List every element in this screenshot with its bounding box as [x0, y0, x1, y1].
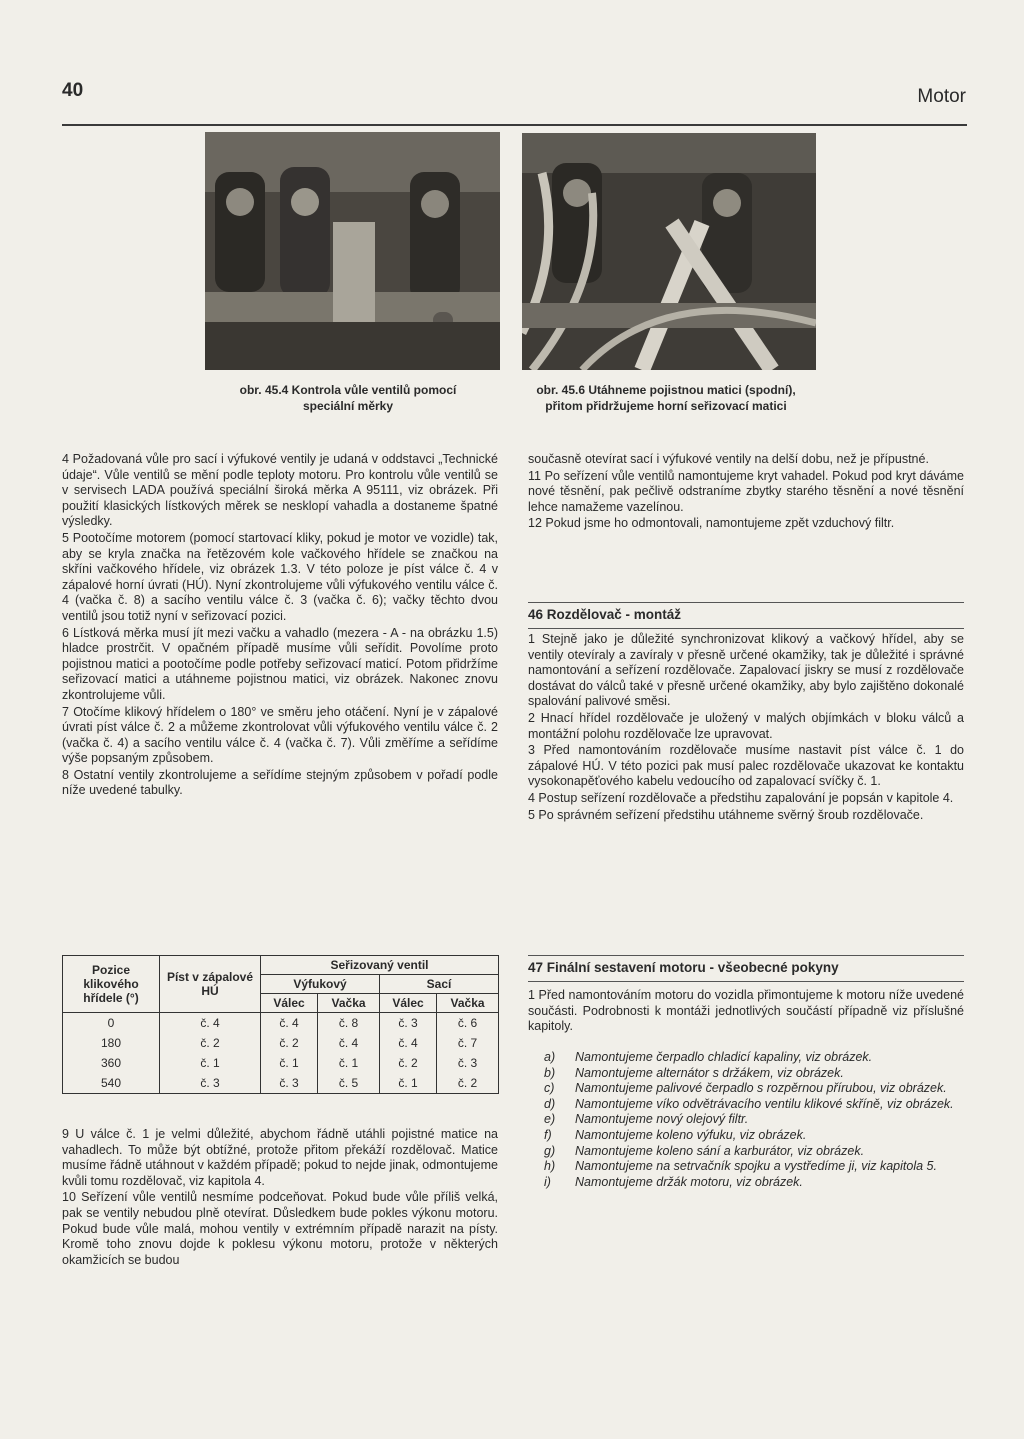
list-item-label: d) — [544, 1096, 556, 1111]
section-heading — [528, 955, 964, 978]
table-cell: č. 2 — [160, 1033, 261, 1053]
section-46-text — [528, 632, 964, 824]
paragraph: 5 Po správném seřízení předstihu utáhneme svěrný šroub rozdělovače. — [528, 807, 924, 822]
list-item — [544, 1050, 964, 1066]
table-header-cylinder: Válec — [379, 994, 436, 1013]
paragraph: 8 Ostatní ventily zkontrolujeme a seřídíme stejným způsobem v pořadí podle níže uvedené tabulky. — [62, 767, 498, 798]
paragraph: 1 Před namontováním motoru do vozidla přimontujeme k motoru níže uvedené součásti. Podrobnosti k montáži jednotlivých součástí případně viz příslušné kapitoly. — [528, 988, 964, 1034]
list-item-text: Namontujeme na setrvačník spojku a vystředíme ji, viz kapitola 5. — [575, 1159, 937, 1174]
list-item-text: Namontujeme držák motoru, viz obrázek. — [575, 1174, 803, 1189]
list-item-text: Namontujeme koleno sání a karburátor, viz obrázek. — [575, 1143, 865, 1158]
section-rule — [528, 981, 964, 982]
table-cell: 0 — [63, 1013, 160, 1034]
table-cell: č. 6 — [437, 1013, 499, 1034]
table-row — [63, 1053, 499, 1073]
list-item-label: h) — [544, 1159, 556, 1174]
table-header-cylinder: Válec — [261, 994, 318, 1013]
table-header-exhaust: Výfukový — [261, 975, 380, 994]
table-cell: č. 4 — [318, 1033, 380, 1053]
list-item — [544, 1159, 964, 1175]
paragraph: 6 Lístková měrka musí jít mezi vačku a vahadlo (mezera - A - na obrázku 1.5) hladce prostrčit. V opačném případě musíme vůli seřídit. Povolíme proto pojistnou matici a pootočíme podle potřeby seřizovací maticí. Potom přidržíme seřizovací matici a utáhneme pojistnou matici, viz obrázek. Nakonec znovu zkontrolujeme vůli. — [62, 625, 498, 702]
figure-caption: obr. 45.4 Kontrola vůle ventilů pomocí speciální měrky — [239, 383, 457, 413]
section-title: 47 Finální sestavení motoru - všeobecné pokyny — [528, 960, 839, 975]
left-column-text — [62, 452, 498, 800]
list-item — [544, 1144, 964, 1160]
list-item — [544, 1112, 964, 1128]
table-cell: č. 1 — [318, 1053, 380, 1073]
table-cell: č. 3 — [261, 1073, 318, 1094]
right-column-text — [528, 452, 964, 533]
table-cell: č. 4 — [160, 1013, 261, 1034]
paragraph: 2 Hnací hřídel rozdělovače je uložený v malých objímkách v bloku válců a montážní polohu rozdělovače lze upravovat. — [528, 710, 964, 741]
table-cell: č. 1 — [160, 1053, 261, 1073]
paragraph: 3 Před namontováním rozdělovače musíme nastavit píst válce č. 1 do zápalové HÚ. V této pozici pak musí palec rozdělovače ukazovat ke kontaktu vysokonapěťového kabelu vedoucího od zapalovací svíčky č. 1. — [528, 743, 964, 789]
table-header-cam: Vačka — [318, 994, 380, 1013]
list-item-label: e) — [544, 1112, 556, 1127]
list-item-label: a) — [544, 1050, 556, 1064]
paragraph: 11 Po seřízení vůle ventilů namontujeme kryt vahadel. Pokud pod kryt dáváme nové těsnění, pak pečlivě odstraníme zbytky starého těsnění a nové těsnění lehce namažeme vazelínou. — [528, 468, 964, 514]
paragraph: 4 Požadovaná vůle pro sací i výfukové ventily je udaná v oddstavci „Technické údaje“. Vůle ventilů se mění podle teploty motoru. Pro kontrolu vůle ventilů se v servisech LADA používá speciální široká měrka A 95111, viz obrázek. Při použití klasických lístkových měrek se nesklopí vahadla a dostaneme špatné výsledky. — [62, 452, 498, 529]
paragraph: 12 Pokud jsme ho odmontovali, namontujeme zpět vzduchový filtr. — [528, 516, 895, 531]
table-row — [63, 1033, 499, 1053]
paragraph: současně otevírat sací i výfukové ventily na delší dobu, než je přípustné. — [528, 452, 929, 466]
section-heading — [528, 602, 964, 625]
paragraph: 4 Postup seřízení rozdělovače a předstihu zapalování je popsán v kapitole 4. — [528, 790, 954, 805]
table-cell: č. 7 — [437, 1033, 499, 1053]
figure-photo-wrench — [522, 133, 816, 370]
left-column-text-continued — [62, 1127, 498, 1269]
header-rule — [62, 124, 967, 126]
table-header-adjusted-valve: Seřizovaný ventil — [261, 956, 499, 975]
list-item — [544, 1128, 964, 1144]
list-item-label: b) — [544, 1065, 556, 1080]
list-item-label: f) — [544, 1127, 552, 1142]
table-cell: 360 — [63, 1053, 160, 1073]
table-cell: č. 3 — [160, 1073, 261, 1094]
table-cell: č. 1 — [379, 1073, 436, 1094]
table-cell: č. 2 — [437, 1073, 499, 1094]
list-item — [544, 1175, 964, 1191]
paragraph: 7 Otočíme klikový hřídelem o 180° ve směru jeho otáčení. Nyní je v zápalové úvrati píst válce č. 2 a můžeme zkontrolovat vůli výfukového ventilu válce č. 2 (vačka č. 4) a sacího ventilu válce č. 4 (vačka č. 7). Vůli změříme a seřídíme výše popsaným způsobem. — [62, 704, 498, 766]
section-47-intro — [528, 988, 964, 1036]
table-cell: 540 — [63, 1073, 160, 1094]
table-cell: č. 2 — [379, 1053, 436, 1073]
table-cell: 180 — [63, 1033, 160, 1053]
paragraph: 9 U válce č. 1 je velmi důležité, abychom řádně utáhli pojistné matice na vahadlech. To může být obtížné, protože přitom překáží rozdělovač. Matice musíme řádně utáhnout v každém případě; pokud to nejde jinak, odmontujeme kvůli tomu rozdělovač, viz kapitola 4. — [62, 1127, 498, 1188]
figure-photo-feeler-gauge — [205, 132, 500, 370]
list-item-text: Namontujeme palivové čerpadlo s rozpěrnou přírubou, viz obrázek. — [575, 1081, 947, 1096]
list-item — [544, 1081, 964, 1097]
list-item-label: i) — [544, 1174, 551, 1189]
table-cell: č. 8 — [318, 1013, 380, 1034]
figure-caption: obr. 45.6 Utáhneme pojistnou matici (spodní), přitom přidržujeme horní seřizovací matici — [536, 383, 796, 413]
list-item-label: g) — [544, 1143, 556, 1158]
list-item-label: c) — [544, 1081, 555, 1096]
table-cell: č. 5 — [318, 1073, 380, 1094]
list-item — [544, 1097, 964, 1113]
table-header-cam: Vačka — [437, 994, 499, 1013]
table-cell: č. 3 — [379, 1013, 436, 1034]
list-item-text: Namontujeme koleno výfuku, viz obrázek. — [575, 1127, 807, 1142]
assembly-steps-list — [544, 1050, 964, 1190]
section-rule — [528, 955, 964, 956]
table-header-intake: Sací — [379, 975, 498, 994]
valve-adjustment-table — [62, 955, 499, 1094]
table-row — [63, 1073, 499, 1094]
paragraph: 10 Seřízení vůle ventilů nesmíme podceňovat. Pokud bude vůle příliš velká, pak se ventily nebudou plně otevírat. Důsledkem bude pokles výkonu motoru. Pokud bude vůle malá, mohou ventily v extrémním případě narazit na písty. Kromě toho znovu dojde k poklesu výkonu motoru, protože v některých okamžicích se budou — [62, 1190, 498, 1267]
list-item-text: Namontujeme víko odvětrávacího ventilu klikové skříně, viz obrázek. — [575, 1096, 954, 1111]
table-cell: č. 2 — [261, 1033, 318, 1053]
section-rule — [528, 628, 964, 629]
paragraph: 1 Stejně jako je důležité synchronizovat klikový a vačkový hřídel, aby se ventily otevíraly a zavíraly v přesně určené okamžiky, tak je důležité i správné namontování a seřízení rozdělovače. Zapalovací jiskry se musí z rozdělovače dostávat do válců také v přesně určené okamžiky, aby bylo zajištěno dokonalé spalování palivové směsi. — [528, 632, 964, 709]
list-item-text: Namontujeme alternátor s držákem, viz obrázek. — [575, 1065, 844, 1080]
table-cell: č. 1 — [261, 1053, 318, 1073]
section-rule — [528, 602, 964, 603]
list-item-text: Namontujeme čerpadlo chladicí kapaliny, viz obrázek. — [575, 1050, 873, 1064]
section-title: 46 Rozdělovač - montáž — [528, 607, 682, 622]
table-header-position: Pozice klikového hřídele (°) — [63, 956, 160, 1013]
list-item — [544, 1066, 964, 1082]
table-cell: č. 4 — [379, 1033, 436, 1053]
list-item-text: Namontujeme nový olejový filtr. — [575, 1112, 749, 1127]
table-cell: č. 3 — [437, 1053, 499, 1073]
table-header-piston: Píst v zápalové HÚ — [160, 956, 261, 1013]
table-cell: č. 4 — [261, 1013, 318, 1034]
page-number: 40 — [62, 80, 84, 101]
table-row — [63, 1013, 499, 1034]
running-head: Motor — [917, 86, 966, 107]
paragraph: 5 Pootočíme motorem (pomocí startovací kliky, pokud je motor ve vozidle) tak, aby se kryla značka na řetězovém kole vačkového hřídele se značkou na skříni vačkového hřídele, viz obrázek 1.3. V této poloze je píst válce č. 4 v zápalové horní úvrati (HÚ). Nyní zkontrolujeme vůli výfukového ventilu válce č. 4 (vačka č. 8) a sacího ventilu válce č. 3 (vačka č. 6); vačky těchto dvou ventilů jsou totiž nyní v seřizovací pozici. — [62, 530, 498, 623]
